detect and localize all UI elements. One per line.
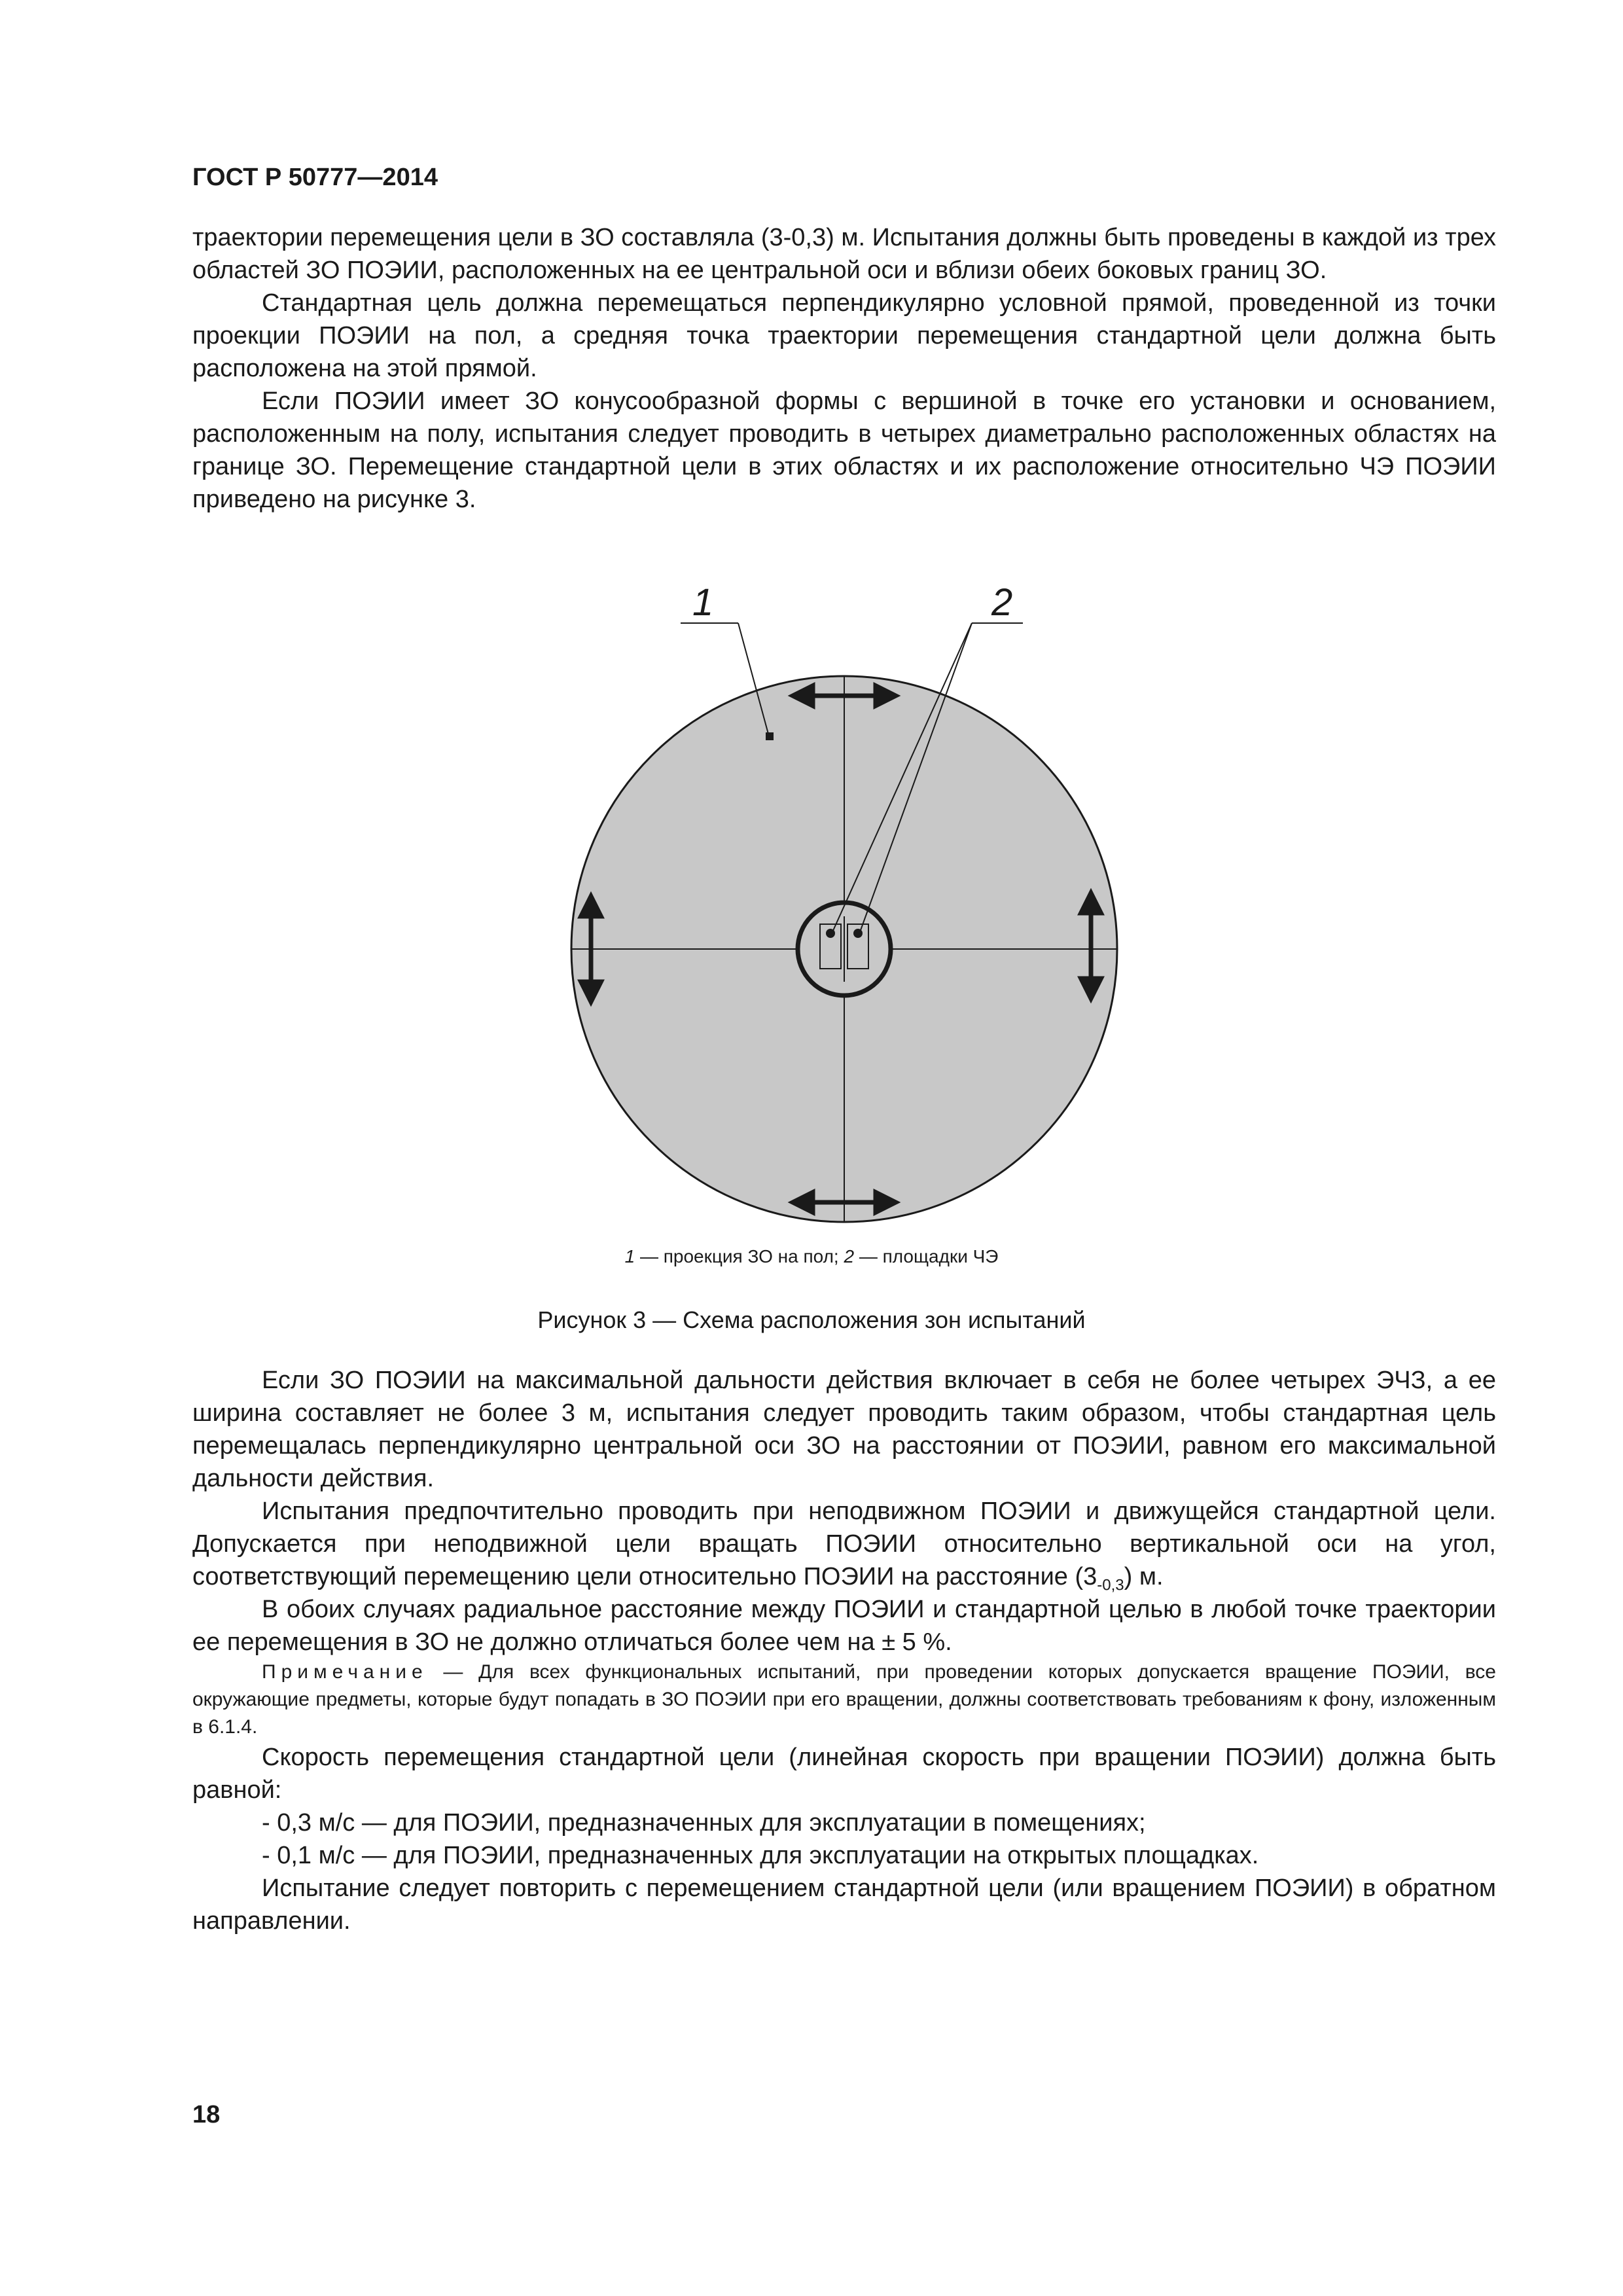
document-header: ГОСТ Р 50777—2014: [192, 164, 438, 191]
paragraph-text-end: ) м.: [1124, 1563, 1164, 1590]
paragraph: Испытание следует повторить с перемещением стандартной цели (или вращением ПОЭИИ) в обратном направлении.: [192, 1874, 1496, 1935]
figure-legend: [0, 1246, 1623, 1267]
callout-1-marker: [766, 732, 774, 740]
legend-text-2: — площадки ЧЭ: [854, 1246, 999, 1266]
legend-number-1: 1: [624, 1246, 635, 1266]
paragraph: траектории перемещения цели в ЗО составляла (3-0,3) м. Испытания должны быть проведены в каждой из трех областей ЗО ПОЭИИ, расположенных на ее центральной оси и вблизи обеих боковых границ ЗО.: [192, 224, 1496, 284]
note: [192, 1659, 1496, 1741]
paragraph: В обоих случаях радиальное расстояние между ПОЭИИ и стандартной целью в любой точке траектории ее перемещения в ЗО не должно отличаться более чем на ± 5 %.: [192, 1596, 1496, 1656]
paragraph: Скорость перемещения стандартной цели (линейная скорость при вращении ПОЭИИ) должна быть равной:: [192, 1744, 1496, 1804]
paragraph: [192, 1495, 1496, 1593]
list-item: - 0,1 м/с — для ПОЭИИ, предназначенных для эксплуатации на открытых площадках.: [262, 1842, 1259, 1869]
legend-text-1: — проекция ЗО на пол;: [635, 1246, 844, 1266]
paragraph: Если ПОЭИИ имеет ЗО конусообразной формы с вершиной в точке его установки и основанием, расположенным на полу, испытания следует проводить в четырех диаметрально расположенных областях на границе ЗО. Перемещение стандартной цели в этих областях и их расположение относительно ЧЭ ПОЭИИ приведено на рисунке 3.: [192, 387, 1496, 513]
text-block-bottom: [192, 1364, 1496, 1937]
callout-2-label: 2: [991, 581, 1013, 624]
paragraph: Стандартная цель должна перемещаться перпендикулярно условной прямой, проведенной из точки проекции ПОЭИИ на пол, а средняя точка траектории перемещения стандартной цели должна быть расположена на этой прямой.: [192, 289, 1496, 382]
callout-1-label: 1: [692, 581, 714, 624]
tolerance-subscript: -0,3: [1097, 1576, 1124, 1594]
list-item: - 0,3 м/с — для ПОЭИИ, предназначенных для эксплуатации в помещениях;: [262, 1809, 1146, 1837]
note-text: — Для всех функциональных испытаний, при проведении которых допускается вращение ПОЭИИ, все окружающие предметы, которые будут попадать в ЗО ПОЭИИ при его вращении, должны соответствовать требованиям к фону, изложенным в 6.1.4.: [192, 1661, 1496, 1738]
legend-number-2: 2: [844, 1246, 855, 1266]
page-number: 18: [192, 2101, 221, 2128]
figure-caption: Рисунок 3 — Схема расположения зон испытаний: [537, 1306, 1086, 1333]
note-label: Примечание: [262, 1661, 428, 1683]
paragraph: Если ЗО ПОЭИИ на максимальной дальности действия включает в себя не более четырех ЭЧЗ, а ее ширина составляет не более 3 м, испытания следует проводить таким образом, чтобы стандартная цель перемещалась перпендикулярно центральной оси ЗО на расстоянии от ПОЭИИ, равном его максимальной дальности действия.: [192, 1367, 1496, 1492]
paragraph-text: Испытания предпочтительно проводить при неподвижном ПОЭИИ и движущейся стандартной цели. Допускается при неподвижной цели вращать ПОЭИИ относительно вертикальной оси на угол, соответствующий перемещению цели относительно ПОЭИИ на расстояние (3: [192, 1498, 1496, 1590]
